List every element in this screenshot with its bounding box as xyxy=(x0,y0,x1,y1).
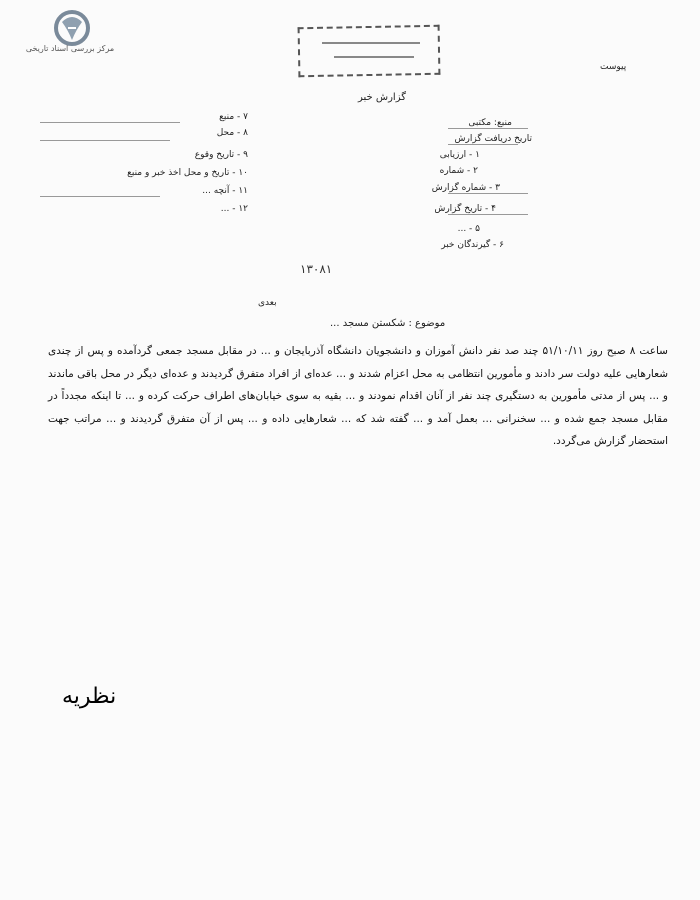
fill-line xyxy=(448,214,528,215)
form-field-label: ۴ - تاریخ گزارش xyxy=(434,204,496,214)
fill-line xyxy=(40,196,160,197)
subject-note: بعدی xyxy=(258,298,277,308)
fill-line xyxy=(40,140,170,141)
form-field-label: ۹ - تاریخ وقوع xyxy=(194,150,248,160)
document-number: ۱۳۰۸۱ xyxy=(300,262,333,276)
form-field-label: ۳ - شماره گزارش xyxy=(431,183,500,193)
subject-line: موضوع : شکستن مسجد ... xyxy=(330,318,446,329)
form-field-label: ۸ - محل xyxy=(216,128,248,138)
fill-line xyxy=(448,144,518,145)
report-type: گزارش خبر xyxy=(358,92,406,103)
form-field-label: ۷ - منبع xyxy=(219,112,248,122)
attachment-label: پیوست xyxy=(600,62,627,72)
form-field-label: منبع: مکتبی xyxy=(468,118,512,128)
official-stamp xyxy=(298,25,441,77)
fill-line xyxy=(40,122,180,123)
form-field-label: ۱۱ - آنچه ... xyxy=(202,186,248,196)
form-field-label: تاریخ دریافت گزارش xyxy=(454,134,532,144)
form-field-label: ۲ - شماره xyxy=(439,166,478,176)
fill-line xyxy=(448,193,528,194)
report-body: ساعت ۸ صبح روز ۵۱/۱۰/۱۱ چند صد نفر دانش آموزان و دانشجویان دانشگاه آذربایجان و ... در مقابل مسجد جمعی گردآمده و پس از چندی شعارهایی علیه دولت سر دادند و مأمورین انتظامی به محل اعزام شدند و ... عده‌ای از افراد متفرق گردیدند و عده‌ای دیگر در محل باقی ماندند و ... پس از مدتی مأمورین به دستگیری چند نفر از آنان اقدام نمودند و ... بقیه به سوی خیابان‌های اطراف حرکت کرده و ... تا اینکه مجدداً در مقابل مسجد جمع شده و ... سخنرانی ... بعمل آمد و ... گفته شد که ... شعارهایی داده و ... پس از آن متفرق گردیدند و ... مراتب جهت استحضار گزارش می‌گردد. xyxy=(48,345,668,447)
form-field-label: ۵ - ... xyxy=(457,224,480,234)
form-field-label: ۱ - ارزیابی xyxy=(439,150,480,160)
section-mark: نظریه xyxy=(62,684,117,709)
form-field-label: ۱۲ - ... xyxy=(220,204,248,214)
form-field-label: ۱۰ - تاریخ و محل اخذ خبر و منبع xyxy=(127,168,248,178)
stamp-text-line xyxy=(322,42,420,44)
stamp-text-line xyxy=(334,56,414,58)
logo-caption: مرکز بررسی اسناد تاریخی xyxy=(25,44,115,53)
form-field-label: ۶ - گیرندگان خبر xyxy=(441,240,504,250)
fill-line xyxy=(448,128,528,129)
